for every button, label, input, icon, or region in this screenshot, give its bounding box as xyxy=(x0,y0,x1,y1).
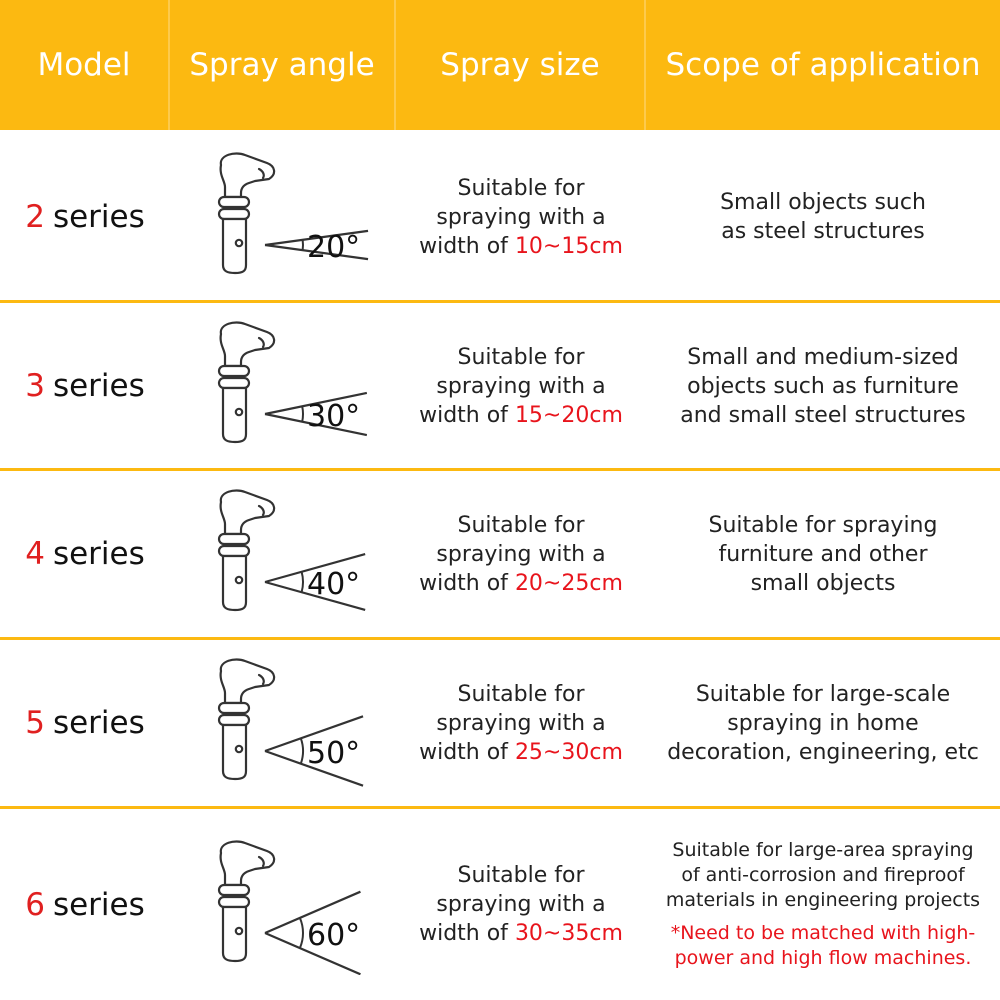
angle-cell xyxy=(170,640,396,806)
desc-line: Suitable for xyxy=(457,512,585,538)
nozzle-drawing xyxy=(219,153,274,273)
nozzle-drawing xyxy=(219,490,274,610)
spray-tip-nozzle-icon xyxy=(183,147,383,287)
angle-arc xyxy=(300,917,303,947)
angle-label: 20° xyxy=(307,230,361,265)
spray-tip-nozzle-icon xyxy=(183,835,383,975)
note-line: *Need to be matched with high- xyxy=(670,922,976,944)
angle-arc xyxy=(302,406,303,421)
series-label: series xyxy=(52,886,145,923)
angle-arc xyxy=(302,572,303,592)
angle-cell xyxy=(170,303,396,469)
header-scope: Scope of application xyxy=(665,47,981,83)
scope-line: Suitable for large-scale xyxy=(695,681,951,707)
desc-line: spraying with a xyxy=(436,710,606,736)
desc-line: spraying with a xyxy=(436,204,606,230)
table-row xyxy=(0,640,1000,806)
spray-size-cell xyxy=(396,471,646,637)
spray-tip-nozzle-icon xyxy=(183,484,383,624)
desc-line: Suitable for xyxy=(457,681,585,707)
desc-line: width of xyxy=(419,402,508,428)
angle-arc xyxy=(301,738,303,763)
table-header xyxy=(0,0,1000,130)
desc-line: Suitable for xyxy=(457,344,585,370)
scope-line: and small steel structures xyxy=(680,402,966,428)
spray-width: 10~15cm xyxy=(514,233,623,259)
scope-line: Suitable for large-area spraying xyxy=(672,839,974,861)
spray-size-cell xyxy=(396,809,646,1000)
desc-line: Suitable for xyxy=(457,863,585,888)
machine-note xyxy=(666,921,980,971)
series-label: series xyxy=(52,705,145,741)
scope-line: Suitable for spraying xyxy=(708,512,938,538)
scope-line: small objects xyxy=(750,570,896,596)
series-number: 5 xyxy=(25,705,45,741)
header-spray-angle: Spray angle xyxy=(170,0,396,130)
scope-line: objects such as furniture xyxy=(687,373,959,399)
series-number: 4 xyxy=(25,536,45,572)
scope-line: Small objects such xyxy=(720,190,926,215)
spray-tip-nozzle-icon xyxy=(183,653,383,793)
nozzle-drawing xyxy=(219,841,274,961)
scope-cell xyxy=(646,809,1000,1000)
desc-line: width of xyxy=(419,739,508,765)
spray-size-cell xyxy=(396,640,646,806)
desc-line: spraying with a xyxy=(436,373,606,399)
table-row xyxy=(0,471,1000,637)
spray-width: 20~25cm xyxy=(514,570,623,596)
scope-line: decoration, engineering, etc xyxy=(667,739,979,765)
table-row xyxy=(0,303,1000,469)
angle-cell xyxy=(170,809,396,1000)
series-number: 3 xyxy=(25,368,45,404)
angle-cell xyxy=(170,471,396,637)
angle-cell xyxy=(170,133,396,301)
scope-cell xyxy=(646,471,1000,637)
nozzle-drawing xyxy=(219,322,274,442)
header-model: Model xyxy=(0,0,170,130)
spray-size-cell xyxy=(396,303,646,469)
model-cell xyxy=(0,303,170,469)
desc-line: spraying with a xyxy=(436,541,606,567)
note-line: power and high flow machines. xyxy=(674,947,972,969)
scope-line: spraying in home xyxy=(727,710,919,736)
desc-line: width of xyxy=(419,233,508,259)
spray-size-cell xyxy=(396,133,646,301)
spray-tip-nozzle-icon xyxy=(183,316,383,456)
series-label: series xyxy=(52,368,145,404)
nozzle-drawing xyxy=(219,659,274,779)
scope-line: furniture and other xyxy=(718,541,928,567)
angle-label: 60° xyxy=(307,917,361,953)
angle-label: 40° xyxy=(307,567,361,602)
spray-width: 25~30cm xyxy=(514,739,623,765)
series-label: series xyxy=(52,199,145,235)
desc-line: width of xyxy=(419,570,508,596)
desc-line: spraying with a xyxy=(436,892,606,917)
scope-cell xyxy=(646,303,1000,469)
model-cell xyxy=(0,809,170,1000)
model-cell xyxy=(0,640,170,806)
series-label: series xyxy=(52,536,145,572)
header-spray-size: Spray size xyxy=(396,0,646,130)
model-cell xyxy=(0,471,170,637)
series-number: 6 xyxy=(25,886,45,923)
table-row xyxy=(0,133,1000,301)
scope-cell xyxy=(646,133,1000,301)
desc-line: width of xyxy=(419,921,508,946)
desc-line: Suitable for xyxy=(457,175,585,201)
scope-line: Small and medium-sized xyxy=(687,344,959,370)
model-cell xyxy=(0,133,170,301)
scope-cell xyxy=(646,640,1000,806)
table-row xyxy=(0,809,1000,1000)
scope-line: of anti-corrosion and fireproof xyxy=(681,864,965,886)
angle-label: 50° xyxy=(307,736,361,771)
angle-label: 30° xyxy=(307,399,361,434)
scope-line: materials in engineering projects xyxy=(665,889,981,911)
scope-line: as steel structures xyxy=(721,219,925,244)
spray-width: 30~35cm xyxy=(514,921,623,946)
series-number: 2 xyxy=(25,199,45,235)
spray-width: 15~20cm xyxy=(514,402,623,428)
